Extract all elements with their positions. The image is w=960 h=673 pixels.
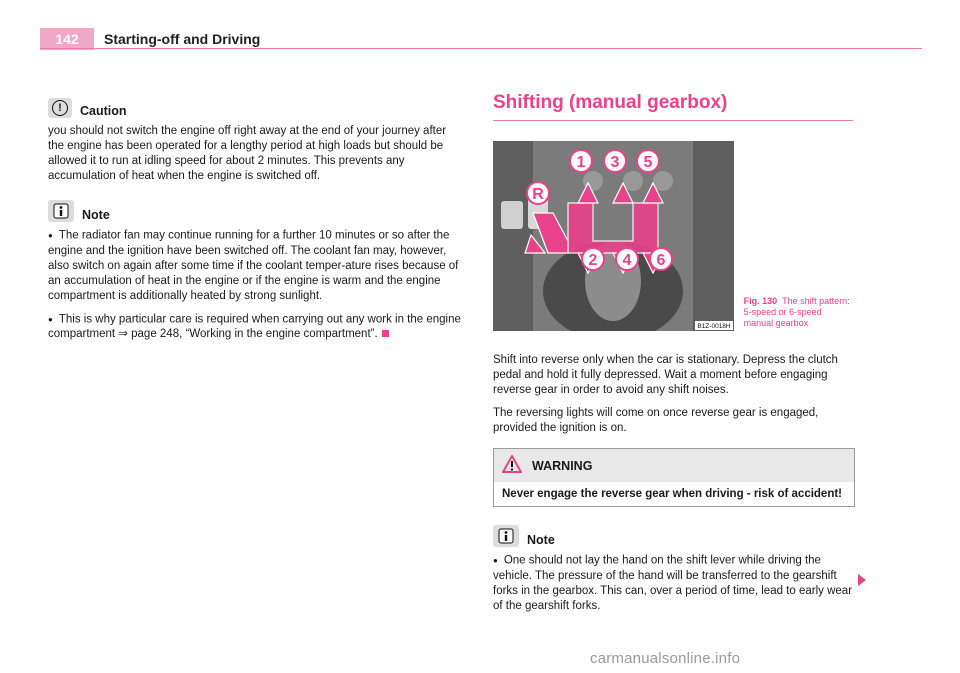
note-bullet-2-text: This is why particular care is required when carrying out any work in the engine compartment ⇒ page 248, “Working in the engine compartment”. — [48, 313, 461, 341]
header-rule — [40, 48, 922, 49]
note-bullet-1: ● The radiator fan may continue running for a further 10 minutes or so after the engine and the ignition have been switched off. The coolant fan may, however, also switch on again after some time if the coolant temper-ature rises because of an accumulation of heat in the engine or if the engine is warm and the engine compartment is additionally heated by strong sunlight. — [48, 228, 464, 304]
warning-icon — [502, 455, 522, 476]
figure-caption-text: The shift pattern: 5-speed or 6-speed manual gearbox — [743, 296, 850, 328]
note-icon — [493, 525, 519, 547]
gear-label-r: R — [532, 186, 544, 203]
page-number: 142 — [40, 28, 94, 50]
paragraph-reverse: Shift into reverse only when the car is stationary. Depress the clutch pedal and hold it fully depressed. Wait a moment before engaging reverse gear in order to avoid any shift noises. — [493, 354, 838, 396]
note-label: Note — [82, 208, 110, 222]
gear-label-3: 3 — [610, 154, 620, 171]
figure-row — [493, 141, 853, 331]
next-page-arrow-icon[interactable] — [858, 574, 866, 586]
caution-text: you should not switch the engine off right away at the end of your journey after the engine has been operated for a lengthy period at high loads but should be allowed it to run at idling speed for about 2 minutes. This prevents any accumulation of heat when the engine is switched off. — [48, 125, 447, 182]
right-note-header — [493, 525, 853, 547]
warning-text: Never engage the reverse gear when driving - risk of accident! — [502, 488, 843, 500]
gear-label-5: 5 — [643, 154, 653, 171]
gear-label-2: 2 — [588, 252, 598, 269]
figure-caption — [744, 296, 853, 329]
section-title: Shifting (manual gearbox) — [493, 92, 728, 113]
section-rule — [493, 120, 853, 121]
caution-label: Caution — [80, 104, 127, 118]
figure-caption-prefix: Fig. 130 — [743, 296, 778, 306]
warning-header — [494, 449, 854, 482]
note-icon — [48, 200, 74, 222]
shift-pattern-figure — [493, 141, 734, 331]
left-column — [48, 98, 464, 350]
figure-image-code: B1Z-0018H — [697, 323, 731, 330]
paragraph-reversing-lights: The reversing lights will come on once reverse gear is engaged, provided the ignition is on. — [493, 407, 819, 434]
warning-label: WARNING — [532, 458, 593, 473]
gear-label-1: 1 — [576, 154, 586, 171]
header-title: Starting-off and Driving — [104, 31, 261, 47]
warning-box — [493, 448, 855, 507]
end-mark — [382, 330, 389, 337]
right-column — [493, 92, 853, 622]
note-header — [48, 200, 464, 222]
right-note-bullet: ● One should not lay the hand on the shift lever while driving the vehicle. The pressure of the hand will be transferred to the gearshift forks in the gearbox. This can, over a period of time, lead to early wear of the gearshift forks. — [493, 553, 853, 614]
caution-icon: ! — [48, 98, 72, 118]
caution-header — [48, 98, 464, 118]
note-bullet-2 — [48, 312, 464, 343]
gear-label-6: 6 — [656, 252, 666, 269]
right-note-label: Note — [527, 533, 555, 547]
watermark: carmanualsonline.info — [590, 650, 741, 667]
gear-label-4: 4 — [622, 252, 632, 269]
